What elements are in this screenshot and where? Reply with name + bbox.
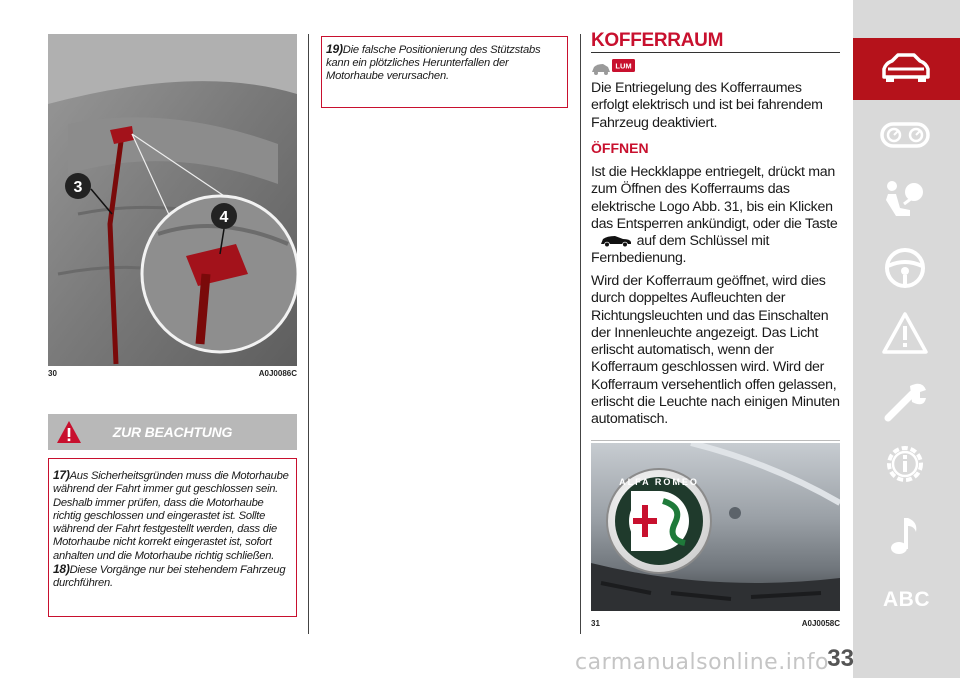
figure-number: 31: [591, 619, 600, 628]
lum-badge-icon: [612, 59, 635, 72]
steering-wheel-icon[interactable]: [870, 244, 940, 292]
alfa-romeo-badge[interactable]: [607, 469, 711, 573]
seat-airbag-icon[interactable]: [870, 176, 940, 224]
watermark: carmanualsonline.info: [575, 650, 829, 675]
figure-31-caption: [591, 619, 840, 631]
warning-item-17: 17)Aus Sicherheitsgründen muss die Motorhaube während der Fahrt immer gut geschlossen sein. Deshalb immer prüfen, dass die Motorhaube richtig geschlossen und eingerastet ist. Sollte während der Fahrt festgestellt werden, dass die Motorhaube nicht korrekt eingerastet ist, sofort anhalten und die Motorhaube richtig schließen.: [53, 468, 289, 562]
figure-31-trunk-logo: [591, 443, 840, 611]
section-title-rule: [591, 52, 840, 53]
wrench-icon[interactable]: [870, 376, 940, 424]
svg-text:ALFA ROMEO: ALFA ROMEO: [619, 477, 699, 487]
note-number: 19): [326, 42, 343, 56]
trunk-car-icon: [599, 233, 633, 247]
section-title: KOFFERRAUM: [591, 30, 724, 51]
section-paragraph-2: Wird der Kofferraum geöffnet, wird dies durch doppeltes Aufleuchten der Richtungsleuchten und das Einschalten der Innenleuchte angezeigt. Das Licht erlischt automatisch, wenn der Kofferraum geschlossen wird. Wird der Kofferraum versehentlich offen gelassen, erlischt die Leuchte nach einigen Minuten automatisch.: [591, 273, 840, 428]
figure-31-top-rule: [591, 440, 840, 441]
page-number: 33: [827, 645, 854, 672]
warning-triangle-sidebar-icon[interactable]: [870, 310, 940, 358]
hood-prop-illustration: [48, 34, 297, 366]
warning-item-18: 18)Diese Vorgänge nur bei stehendem Fahrzeug durchführen.: [53, 562, 286, 590]
trunk-logo-photo: [591, 443, 840, 611]
sidebar-item-index-abc[interactable]: ABC: [883, 588, 930, 611]
note-text: Die falsche Positionierung des Stützstabs kann ein plötzliches Herunterfallen der Motorhaube verursachen.: [326, 44, 541, 82]
info-gear-icon[interactable]: [870, 440, 940, 488]
column-divider-right: [580, 34, 581, 634]
svg-text:4: 4: [219, 209, 229, 226]
svg-text:LUM: LUM: [615, 61, 632, 71]
figure-number: 30: [48, 369, 57, 378]
svg-text:3: 3: [73, 179, 83, 196]
column-divider-left: [308, 34, 309, 634]
section-intro: Die Entriegelung des Kofferraumes erfolgt elektrisch und ist bei fahrendem Fahrzeug deaktiviert.: [591, 80, 823, 131]
equipment-icons: [591, 58, 651, 76]
dashboard-gauges-icon[interactable]: [870, 112, 940, 160]
note-box: [321, 36, 568, 108]
figure-30-hood-prop: [48, 34, 297, 366]
section-paragraph-1: Ist die Heckklappe entriegelt, drückt man zum Öffnen des Kofferraums das elektrische Logo Abb. 31, bis ein Klicken das Entsperren ankündigt, oder die Taste auf dem Schlüssel mit Fernbedienung.: [591, 164, 838, 267]
figure-code: A0J0058C: [801, 619, 840, 628]
car-variant-icon: [592, 64, 610, 75]
warning-header: [48, 414, 297, 450]
music-note-icon[interactable]: [870, 512, 940, 560]
figure-30-caption: [48, 369, 297, 381]
subsection-title: ÖFFNEN: [591, 140, 649, 156]
car-icon[interactable]: [870, 45, 940, 93]
figure-code: A0J0086C: [258, 369, 297, 378]
warning-box: [48, 458, 297, 617]
warning-title: ZUR BEACHTUNG: [112, 424, 233, 440]
